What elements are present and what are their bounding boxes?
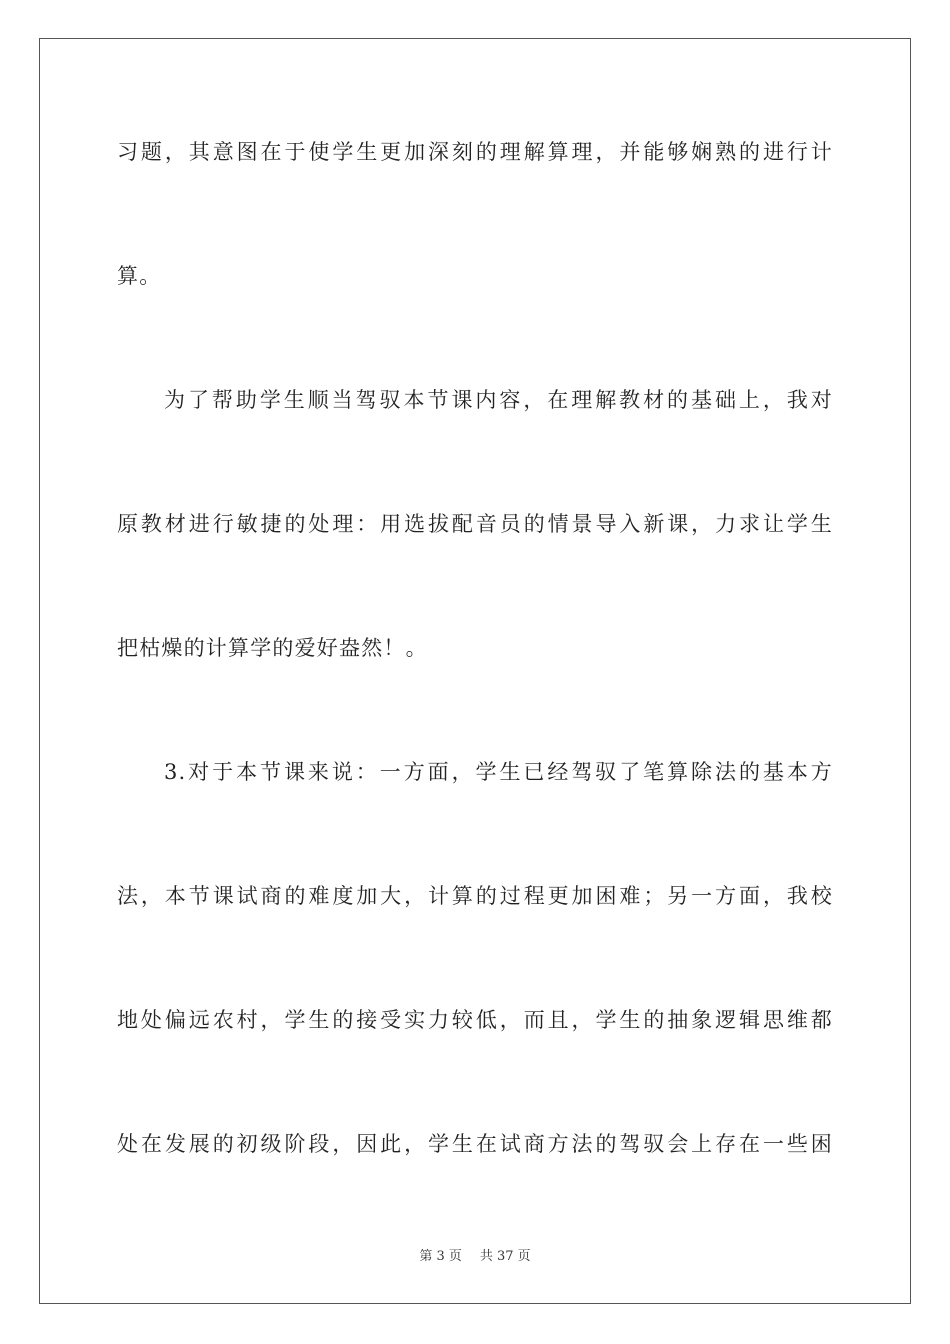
paragraph-line: 处在发展的初级阶段，因此，学生在试商方法的驾驭会上存在一些困 [117, 1132, 833, 1156]
paragraph-line: 算。 [117, 264, 162, 288]
paragraph-line: 习题，其意图在于使学生更加深刻的理解算理，并能够娴熟的进行计 [117, 140, 833, 164]
page-border [39, 38, 911, 1304]
page-number: 第 3 页 [419, 1249, 462, 1264]
paragraph-line: 把枯燥的计算学的爱好盎然！。 [117, 636, 428, 660]
paragraph-line: 地处偏远农村，学生的接受实力较低，而且，学生的抽象逻辑思维都 [117, 1008, 833, 1032]
total-pages: 共 37 页 [479, 1249, 531, 1264]
paragraph-line: 3.对于本节课来说：一方面，学生已经驾驭了笔算除法的基本方 [164, 760, 833, 784]
paragraph-line: 原教材进行敏捷的处理：用选拔配音员的情景导入新课，力求让学生 [117, 512, 833, 536]
paragraph-line: 法，本节课试商的难度加大，计算的过程更加困难；另一方面，我校 [117, 884, 833, 908]
paragraph-line: 为了帮助学生顺当驾驭本节课内容，在理解教材的基础上，我对 [164, 388, 833, 412]
page-footer [0, 1248, 950, 1266]
